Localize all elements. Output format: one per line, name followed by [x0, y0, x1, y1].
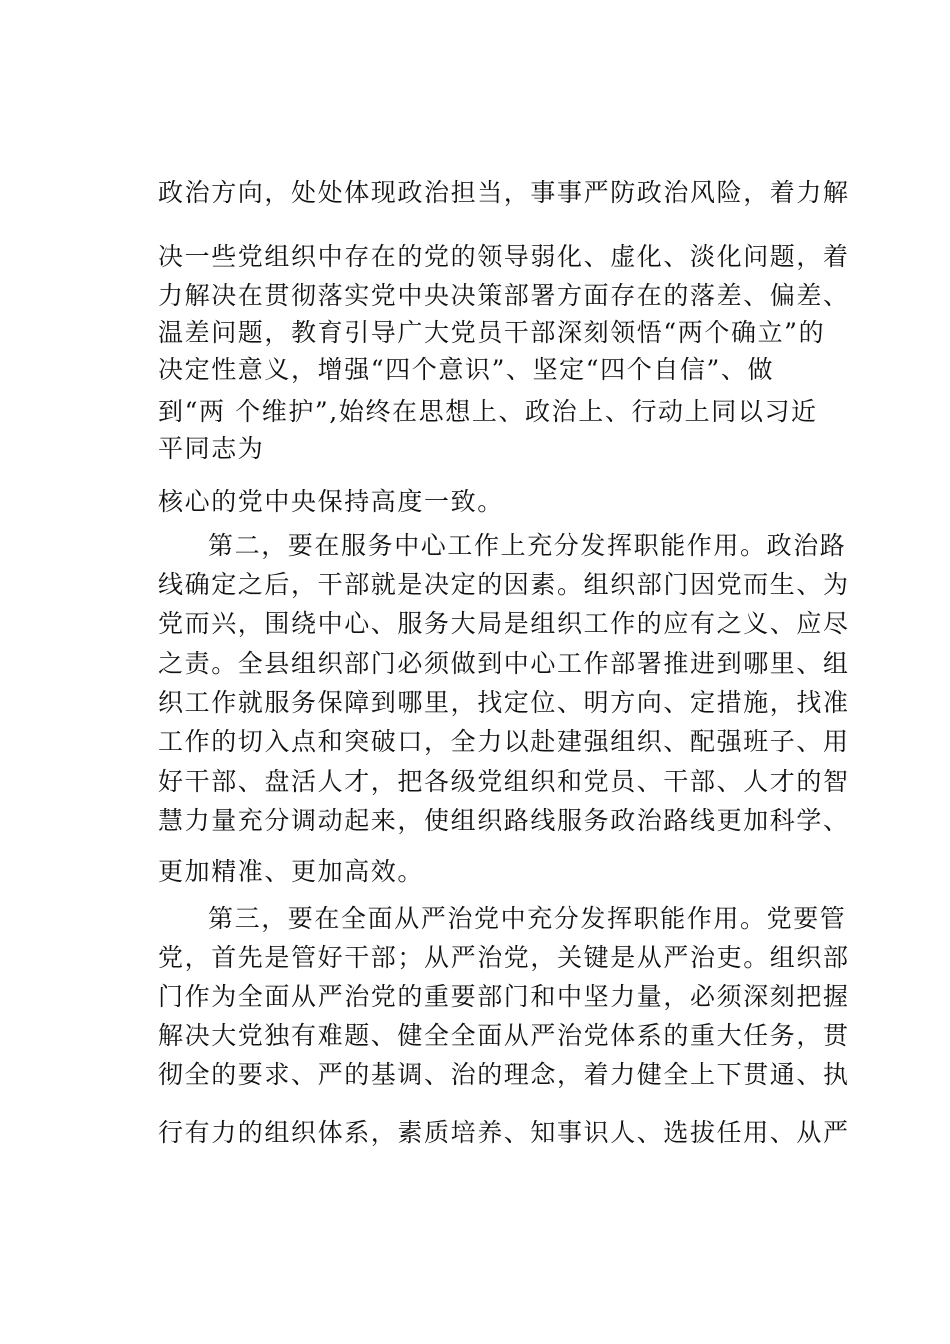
text-line: 到“两 个维护”,始终在思想上、政治上、行动上同以习近: [158, 397, 818, 426]
text-line: 决定性意义，增强“四个意识”、坚定“四个自信”、做: [158, 355, 775, 384]
text-line: 核心的党中央保持高度一致。: [158, 487, 504, 516]
text-line: 好干部、盘活人才，把各级党组织和党员、干部、人才的智: [158, 767, 850, 796]
text-line: 门作为全面从严治党的重要部门和中坚力量，必须深刻把握: [158, 982, 850, 1011]
text-line: 力解决在贯彻落实党中央决策部署方面存在的落差、偏差、: [158, 281, 850, 310]
text-line: 慧力量充分调动起来，使组织路线服务政治路线更加科学、: [158, 806, 850, 835]
text-line: 党，首先是管好干部；从严治党，关键是从严治吏。组织部: [158, 943, 850, 972]
text-line: 平同志为: [158, 434, 265, 463]
text-line: 解决大党独有难题、健全全面从严治党体系的重大任务，贯: [158, 1021, 850, 1050]
text-line: 之责。全县组织部门必须做到中心工作部署推进到哪里、组: [158, 649, 850, 678]
text-line: 决一些党组织中存在的党的领导弱化、虚化、淡化问题，着: [158, 242, 850, 271]
text-line: 彻全的要求、严的基调、治的理念，着力健全上下贯通、执: [158, 1060, 850, 1089]
text-line: 温差问题，教育引导广大党员干部深刻领悟“两个确立”的: [158, 318, 826, 347]
text-line: 工作的切入点和突破口，全力以赴建强组织、配强班子、用: [158, 727, 850, 756]
text-line: 政治方向，处处体现政治担当，事事严防政治风险，着力解: [158, 178, 850, 207]
paragraph-first-line: 第三，要在全面从严治党中充分发挥职能作用。党要管: [208, 904, 847, 933]
text-line: 线确定之后，干部就是决定的因素。组织部门因党而生、为: [158, 570, 850, 599]
text-line: 党而兴，围绕中心、服务大局是组织工作的应有之义、应尽: [158, 609, 850, 638]
paragraph-first-line: 第二，要在服务中心工作上充分发挥职能作用。政治路: [208, 531, 847, 560]
text-line: 行有力的组织体系，素质培养、知事识人、选拔任用、从严: [158, 1118, 850, 1147]
text-line: 织工作就服务保障到哪里，找定位、明方向、定措施，找准: [158, 688, 850, 717]
text-line: 更加精准、更加高效。: [158, 857, 425, 886]
